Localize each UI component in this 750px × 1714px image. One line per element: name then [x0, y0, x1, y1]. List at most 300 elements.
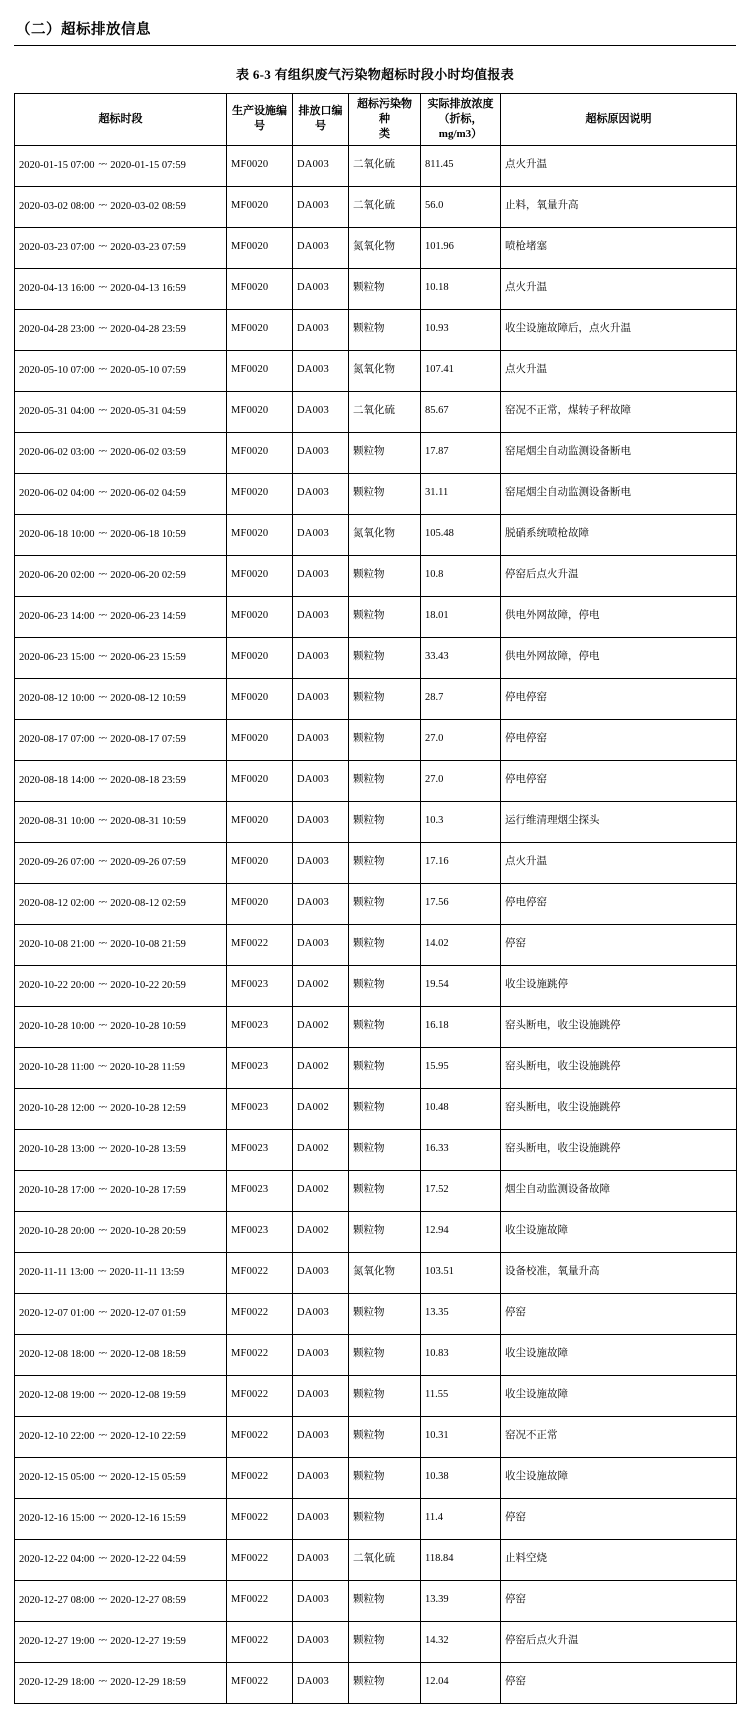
cell-period	[15, 1047, 227, 1088]
cell-facility: MF0023	[227, 1006, 293, 1047]
cell-pollutant: 颗粒物	[349, 924, 421, 965]
cell-period	[15, 1293, 227, 1334]
period-end: 2020-05-10 07:59	[110, 364, 186, 376]
period-separator: ~~	[98, 855, 107, 866]
cell-concentration: 27.0	[421, 719, 501, 760]
period-separator: ~~	[98, 322, 107, 333]
cell-reason: 停电停窑	[501, 760, 737, 801]
cell-pollutant: 二氧化硫	[349, 145, 421, 186]
section-heading: （二）超标排放信息	[16, 22, 151, 38]
cell-outlet: DA003	[293, 1375, 349, 1416]
cell-outlet: DA002	[293, 1088, 349, 1129]
period-end: 2020-03-02 08:59	[110, 200, 186, 212]
cell-period	[15, 1129, 227, 1170]
table-row	[15, 555, 737, 596]
cell-outlet: DA003	[293, 473, 349, 514]
cell-outlet: DA003	[293, 1621, 349, 1662]
period-end: 2020-12-07 01:59	[110, 1307, 186, 1319]
table-row	[15, 1662, 737, 1703]
cell-pollutant: 颗粒物	[349, 1580, 421, 1621]
table-row	[15, 1416, 737, 1457]
cell-concentration: 105.48	[421, 514, 501, 555]
period-end: 2020-04-13 16:59	[110, 282, 186, 294]
cell-concentration: 107.41	[421, 350, 501, 391]
period-start: 2020-10-08 21:00	[19, 938, 95, 950]
period-start: 2020-03-02 08:00	[19, 200, 95, 212]
cell-outlet: DA003	[293, 514, 349, 555]
table-row	[15, 1170, 737, 1211]
period-separator: ~~	[98, 1552, 107, 1563]
cell-reason: 窑况不正常，煤转子秤故障	[501, 391, 737, 432]
period-start: 2020-08-12 02:00	[19, 897, 95, 909]
cell-concentration: 56.0	[421, 186, 501, 227]
period-end: 2020-12-08 19:59	[110, 1389, 186, 1401]
cell-facility: MF0022	[227, 1539, 293, 1580]
cell-period	[15, 1334, 227, 1375]
period-start: 2020-10-28 10:00	[19, 1020, 95, 1032]
cell-outlet: DA003	[293, 801, 349, 842]
cell-outlet: DA003	[293, 1662, 349, 1703]
column-header-pollutant: 超标污染物种 类	[349, 94, 421, 146]
cell-outlet: DA003	[293, 350, 349, 391]
cell-pollutant: 颗粒物	[349, 1621, 421, 1662]
period-end: 2020-12-27 19:59	[110, 1635, 186, 1647]
period-start: 2020-06-02 04:00	[19, 487, 95, 499]
column-header-outlet: 排放口编 号	[293, 94, 349, 146]
cell-outlet: DA003	[293, 145, 349, 186]
cell-pollutant: 颗粒物	[349, 1457, 421, 1498]
cell-reason: 运行维清理烟尘探头	[501, 801, 737, 842]
period-separator: ~~	[98, 199, 107, 210]
cell-facility: MF0022	[227, 1252, 293, 1293]
period-separator: ~~	[98, 568, 107, 579]
cell-outlet: DA003	[293, 719, 349, 760]
cell-facility: MF0022	[227, 1498, 293, 1539]
cell-concentration: 10.83	[421, 1334, 501, 1375]
table-row	[15, 145, 737, 186]
cell-pollutant: 氮氧化物	[349, 227, 421, 268]
cell-concentration: 10.93	[421, 309, 501, 350]
table-row	[15, 760, 737, 801]
period-separator: ~~	[98, 1142, 107, 1153]
table-row	[15, 678, 737, 719]
period-separator: ~~	[98, 158, 107, 169]
cell-pollutant: 颗粒物	[349, 1170, 421, 1211]
table-row	[15, 1211, 737, 1252]
cell-pollutant: 颗粒物	[349, 1498, 421, 1539]
cell-pollutant: 颗粒物	[349, 719, 421, 760]
cell-reason: 停窑后点火升温	[501, 1621, 737, 1662]
table-caption: 表 6-3 有组织废气污染物超标时段小时均值报表	[235, 67, 515, 82]
period-start: 2020-12-08 19:00	[19, 1389, 95, 1401]
cell-concentration: 17.56	[421, 883, 501, 924]
period-end: 2020-08-17 07:59	[110, 733, 186, 745]
table-row	[15, 350, 737, 391]
column-header-period: 超标时段	[15, 94, 227, 146]
period-separator: ~~	[98, 896, 107, 907]
table-row	[15, 1580, 737, 1621]
cell-concentration: 103.51	[421, 1252, 501, 1293]
cell-outlet: DA003	[293, 1457, 349, 1498]
cell-period	[15, 883, 227, 924]
cell-period	[15, 842, 227, 883]
period-start: 2020-12-16 15:00	[19, 1512, 95, 1524]
period-start: 2020-06-18 10:00	[19, 528, 95, 540]
cell-reason: 点火升温	[501, 350, 737, 391]
cell-outlet: DA003	[293, 432, 349, 473]
period-end: 2020-12-27 08:59	[110, 1594, 186, 1606]
cell-facility: MF0020	[227, 432, 293, 473]
cell-facility: MF0020	[227, 596, 293, 637]
table-row	[15, 1293, 737, 1334]
cell-reason: 窑头断电，收尘设施跳停	[501, 1006, 737, 1047]
cell-facility: MF0020	[227, 309, 293, 350]
cell-facility: MF0020	[227, 637, 293, 678]
cell-concentration: 14.32	[421, 1621, 501, 1662]
table-row	[15, 1621, 737, 1662]
cell-facility: MF0020	[227, 842, 293, 883]
period-start: 2020-08-12 10:00	[19, 692, 95, 704]
cell-concentration: 11.4	[421, 1498, 501, 1539]
period-start: 2020-12-27 08:00	[19, 1594, 95, 1606]
cell-concentration: 13.39	[421, 1580, 501, 1621]
cell-facility: MF0023	[227, 1088, 293, 1129]
period-separator: ~~	[98, 609, 107, 620]
period-start: 2020-10-28 12:00	[19, 1102, 95, 1114]
cell-reason: 窑头断电，收尘设施跳停	[501, 1088, 737, 1129]
period-end: 2020-08-31 10:59	[110, 815, 186, 827]
period-start: 2020-08-17 07:00	[19, 733, 95, 745]
cell-pollutant: 颗粒物	[349, 309, 421, 350]
period-start: 2020-10-28 11:00	[19, 1061, 95, 1073]
period-separator: ~~	[98, 1306, 107, 1317]
cell-pollutant: 二氧化硫	[349, 186, 421, 227]
cell-period	[15, 1457, 227, 1498]
period-start: 2020-12-22 04:00	[19, 1553, 95, 1565]
period-start: 2020-04-13 16:00	[19, 282, 95, 294]
cell-reason: 停窑后点火升温	[501, 555, 737, 596]
table-row	[15, 1498, 737, 1539]
cell-pollutant: 颗粒物	[349, 1129, 421, 1170]
cell-facility: MF0020	[227, 145, 293, 186]
cell-facility: MF0023	[227, 1211, 293, 1252]
cell-concentration: 10.3	[421, 801, 501, 842]
period-start: 2020-12-10 22:00	[19, 1430, 95, 1442]
cell-reason: 脱硝系统喷枪故障	[501, 514, 737, 555]
column-header-reason: 超标原因说明	[501, 94, 737, 146]
period-end: 2020-06-20 02:59	[110, 569, 186, 581]
period-separator: ~~	[98, 1593, 107, 1604]
period-separator: ~~	[98, 1060, 106, 1071]
period-start: 2020-10-22 20:00	[19, 979, 95, 991]
cell-pollutant: 颗粒物	[349, 965, 421, 1006]
cell-concentration: 10.31	[421, 1416, 501, 1457]
cell-reason: 窑尾烟尘自动监测设备断电	[501, 473, 737, 514]
table-row	[15, 1252, 737, 1293]
cell-outlet: DA003	[293, 309, 349, 350]
cell-pollutant: 颗粒物	[349, 432, 421, 473]
table-row	[15, 391, 737, 432]
period-end: 2020-11-11 13:59	[109, 1266, 185, 1278]
cell-concentration: 13.35	[421, 1293, 501, 1334]
cell-outlet: DA003	[293, 1580, 349, 1621]
cell-reason: 供电外网故障，停电	[501, 637, 737, 678]
period-end: 2020-10-28 13:59	[110, 1143, 186, 1155]
cell-reason: 停窑	[501, 1293, 737, 1334]
cell-outlet: DA003	[293, 842, 349, 883]
cell-pollutant: 颗粒物	[349, 473, 421, 514]
table-row	[15, 1375, 737, 1416]
cell-facility: MF0020	[227, 186, 293, 227]
cell-period	[15, 1170, 227, 1211]
cell-period	[15, 1416, 227, 1457]
overlimit-emissions-table	[14, 93, 737, 1704]
cell-concentration: 118.84	[421, 1539, 501, 1580]
period-start: 2020-09-26 07:00	[19, 856, 95, 868]
cell-facility: MF0020	[227, 719, 293, 760]
cell-outlet: DA003	[293, 1293, 349, 1334]
table-row	[15, 514, 737, 555]
cell-concentration: 18.01	[421, 596, 501, 637]
cell-period	[15, 965, 227, 1006]
table-row	[15, 924, 737, 965]
period-end: 2020-10-28 12:59	[110, 1102, 186, 1114]
cell-period	[15, 1006, 227, 1047]
period-separator: ~~	[98, 1347, 107, 1358]
period-separator: ~~	[98, 486, 107, 497]
period-end: 2020-12-15 05:59	[110, 1471, 186, 1483]
cell-facility: MF0023	[227, 1129, 293, 1170]
cell-concentration: 11.55	[421, 1375, 501, 1416]
cell-concentration: 17.16	[421, 842, 501, 883]
cell-facility: MF0020	[227, 883, 293, 924]
table-row	[15, 637, 737, 678]
cell-concentration: 27.0	[421, 760, 501, 801]
period-start: 2020-06-23 14:00	[19, 610, 95, 622]
period-start: 2020-08-18 14:00	[19, 774, 95, 786]
cell-facility: MF0022	[227, 1621, 293, 1662]
cell-facility: MF0020	[227, 678, 293, 719]
cell-outlet: DA003	[293, 637, 349, 678]
cell-concentration: 31.11	[421, 473, 501, 514]
period-start: 2020-12-08 18:00	[19, 1348, 95, 1360]
cell-facility: MF0020	[227, 473, 293, 514]
cell-outlet: DA003	[293, 186, 349, 227]
period-separator: ~~	[98, 732, 107, 743]
cell-reason: 收尘设施跳停	[501, 965, 737, 1006]
cell-period	[15, 268, 227, 309]
cell-concentration: 811.45	[421, 145, 501, 186]
period-end: 2020-12-16 15:59	[110, 1512, 186, 1524]
cell-outlet: DA002	[293, 1129, 349, 1170]
table-header	[15, 94, 737, 146]
table-body	[15, 145, 737, 1703]
cell-outlet: DA002	[293, 965, 349, 1006]
period-end: 2020-10-28 11:59	[109, 1061, 186, 1073]
cell-pollutant: 氮氧化物	[349, 514, 421, 555]
period-start: 2020-03-23 07:00	[19, 241, 95, 253]
period-end: 2020-10-28 17:59	[110, 1184, 186, 1196]
period-end: 2020-12-10 22:59	[110, 1430, 186, 1442]
period-end: 2020-10-28 20:59	[110, 1225, 186, 1237]
cell-period	[15, 432, 227, 473]
period-separator: ~~	[98, 404, 107, 415]
table-row	[15, 1457, 737, 1498]
table-row	[15, 1006, 737, 1047]
period-separator: ~~	[98, 1224, 107, 1235]
period-end: 2020-12-29 18:59	[110, 1676, 186, 1688]
cell-reason: 收尘设施故障后，点火升温	[501, 309, 737, 350]
cell-facility: MF0022	[227, 1457, 293, 1498]
table-row	[15, 965, 737, 1006]
period-start: 2020-12-27 19:00	[19, 1635, 95, 1647]
table-row	[15, 1129, 737, 1170]
table-row	[15, 432, 737, 473]
cell-pollutant: 颗粒物	[349, 268, 421, 309]
period-start: 2020-06-02 03:00	[19, 446, 95, 458]
cell-period	[15, 637, 227, 678]
period-end: 2020-03-23 07:59	[110, 241, 186, 253]
cell-period	[15, 309, 227, 350]
table-row	[15, 596, 737, 637]
period-separator: ~~	[98, 978, 107, 989]
table-row	[15, 1088, 737, 1129]
period-end: 2020-05-31 04:59	[110, 405, 186, 417]
cell-facility: MF0022	[227, 1416, 293, 1457]
cell-outlet: DA003	[293, 678, 349, 719]
cell-period	[15, 760, 227, 801]
period-start: 2020-10-28 17:00	[19, 1184, 95, 1196]
period-separator: ~~	[98, 1634, 107, 1645]
cell-reason: 收尘设施故障	[501, 1457, 737, 1498]
cell-concentration: 15.95	[421, 1047, 501, 1088]
cell-reason: 停窑	[501, 1662, 737, 1703]
cell-pollutant: 氮氧化物	[349, 350, 421, 391]
cell-period	[15, 1662, 227, 1703]
table-header-row	[15, 94, 737, 146]
cell-reason: 停窑	[501, 924, 737, 965]
period-start: 2020-11-11 13:00	[19, 1266, 94, 1278]
cell-period	[15, 1211, 227, 1252]
period-separator: ~~	[98, 1183, 107, 1194]
period-end: 2020-06-23 15:59	[110, 651, 186, 663]
cell-period	[15, 596, 227, 637]
table-row	[15, 842, 737, 883]
cell-pollutant: 颗粒物	[349, 801, 421, 842]
table-row	[15, 1047, 737, 1088]
column-header-concentration: 实际排放浓度 （折标，mg/m3）	[421, 94, 501, 146]
cell-outlet: DA003	[293, 596, 349, 637]
cell-period	[15, 145, 227, 186]
cell-period	[15, 924, 227, 965]
period-end: 2020-01-15 07:59	[110, 159, 186, 171]
cell-reason: 停电停窑	[501, 883, 737, 924]
cell-facility: MF0023	[227, 965, 293, 1006]
cell-pollutant: 颗粒物	[349, 1375, 421, 1416]
period-separator: ~~	[98, 445, 107, 456]
cell-concentration: 10.48	[421, 1088, 501, 1129]
cell-period	[15, 186, 227, 227]
table-row	[15, 186, 737, 227]
cell-outlet: DA003	[293, 268, 349, 309]
period-start: 2020-10-28 13:00	[19, 1143, 95, 1155]
cell-reason: 停电停窑	[501, 719, 737, 760]
period-separator: ~~	[98, 281, 107, 292]
cell-pollutant: 颗粒物	[349, 1006, 421, 1047]
cell-pollutant: 颗粒物	[349, 883, 421, 924]
cell-pollutant: 颗粒物	[349, 760, 421, 801]
cell-concentration: 10.38	[421, 1457, 501, 1498]
period-separator: ~~	[98, 691, 107, 702]
cell-concentration: 10.18	[421, 268, 501, 309]
cell-pollutant: 颗粒物	[349, 1662, 421, 1703]
cell-pollutant: 颗粒物	[349, 555, 421, 596]
cell-pollutant: 氮氧化物	[349, 1252, 421, 1293]
period-separator: ~~	[98, 1675, 107, 1686]
cell-facility: MF0020	[227, 350, 293, 391]
cell-concentration: 101.96	[421, 227, 501, 268]
cell-pollutant: 二氧化硫	[349, 391, 421, 432]
cell-pollutant: 颗粒物	[349, 1211, 421, 1252]
cell-outlet: DA002	[293, 1211, 349, 1252]
period-start: 2020-01-15 07:00	[19, 159, 95, 171]
period-end: 2020-10-08 21:59	[110, 938, 186, 950]
cell-facility: MF0022	[227, 924, 293, 965]
cell-pollutant: 颗粒物	[349, 842, 421, 883]
cell-facility: MF0022	[227, 1334, 293, 1375]
cell-concentration: 85.67	[421, 391, 501, 432]
period-end: 2020-06-18 10:59	[110, 528, 186, 540]
period-separator: ~~	[98, 1019, 107, 1030]
cell-reason: 窑尾烟尘自动监测设备断电	[501, 432, 737, 473]
cell-reason: 窑头断电，收尘设施跳停	[501, 1129, 737, 1170]
cell-outlet: DA002	[293, 1047, 349, 1088]
cell-outlet: DA003	[293, 227, 349, 268]
cell-reason: 止料，氧量升高	[501, 186, 737, 227]
period-separator: ~~	[98, 1429, 107, 1440]
table-row	[15, 883, 737, 924]
cell-outlet: DA003	[293, 1416, 349, 1457]
cell-period	[15, 350, 227, 391]
cell-pollutant: 颗粒物	[349, 637, 421, 678]
table-row	[15, 719, 737, 760]
cell-reason: 停窑	[501, 1498, 737, 1539]
cell-period	[15, 1621, 227, 1662]
cell-pollutant: 颗粒物	[349, 1334, 421, 1375]
period-separator: ~~	[98, 363, 107, 374]
cell-concentration: 17.87	[421, 432, 501, 473]
cell-concentration: 14.02	[421, 924, 501, 965]
period-start: 2020-05-10 07:00	[19, 364, 95, 376]
cell-facility: MF0022	[227, 1375, 293, 1416]
period-separator: ~~	[98, 1511, 107, 1522]
cell-reason: 停窑	[501, 1580, 737, 1621]
period-start: 2020-05-31 04:00	[19, 405, 95, 417]
period-end: 2020-10-28 10:59	[110, 1020, 186, 1032]
period-start: 2020-04-28 23:00	[19, 323, 95, 335]
cell-facility: MF0023	[227, 1170, 293, 1211]
period-separator: ~~	[98, 773, 107, 784]
table-row	[15, 309, 737, 350]
cell-facility: MF0022	[227, 1662, 293, 1703]
cell-facility: MF0020	[227, 268, 293, 309]
period-end: 2020-10-22 20:59	[110, 979, 186, 991]
cell-period	[15, 1088, 227, 1129]
cell-period	[15, 1580, 227, 1621]
period-start: 2020-12-29 18:00	[19, 1676, 95, 1688]
cell-facility: MF0020	[227, 555, 293, 596]
period-separator: ~~	[98, 1101, 107, 1112]
